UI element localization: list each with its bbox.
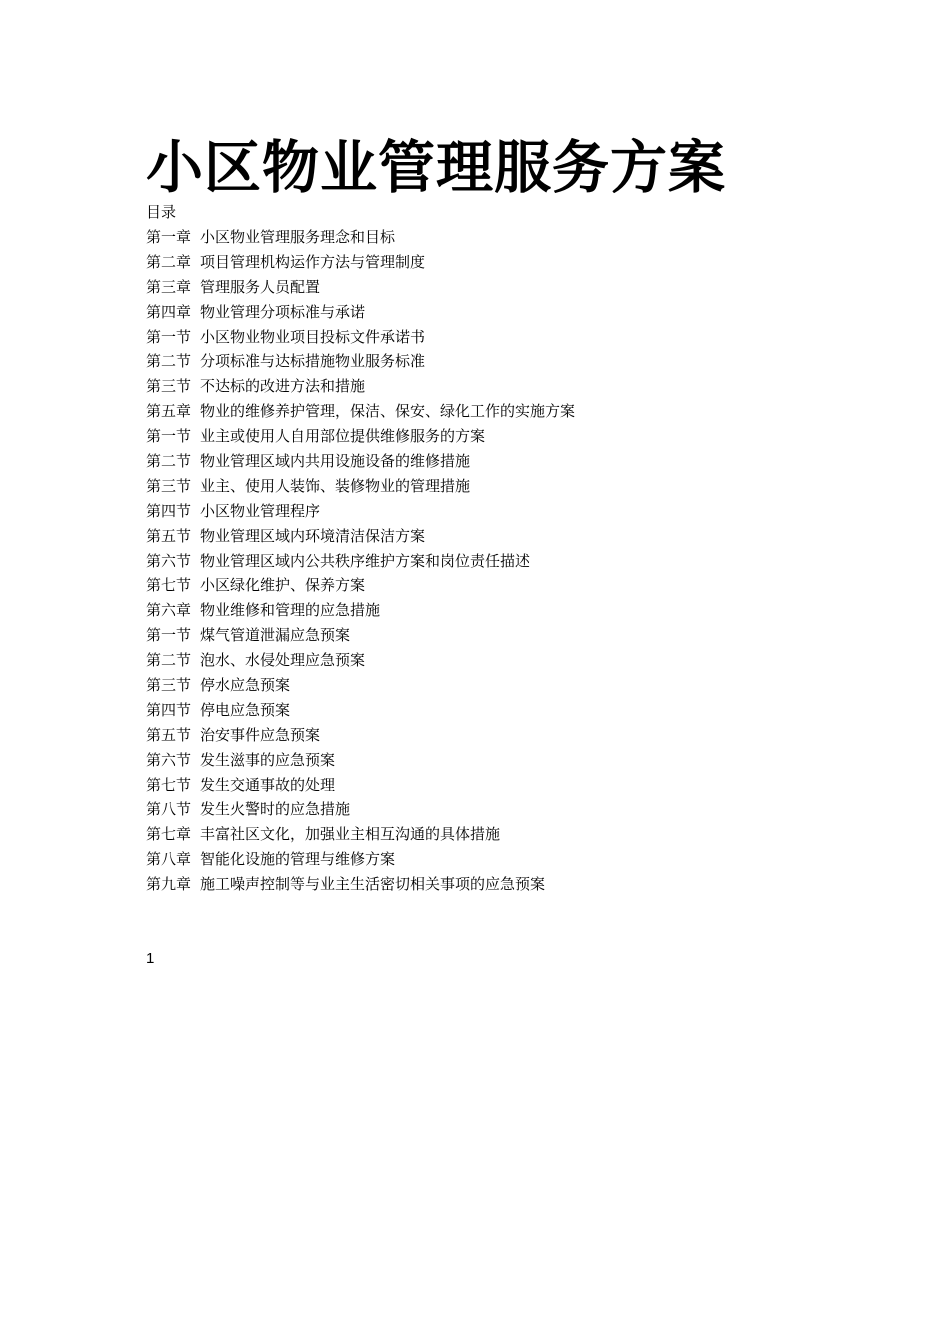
toc-entry-number: 第九章 xyxy=(146,875,192,894)
toc-entry-number: 第七章 xyxy=(146,825,192,844)
toc-entry-title: 发生交通事故的处理 xyxy=(200,775,336,794)
toc-entry-title: 停水应急预案 xyxy=(200,676,291,695)
toc-entry-title: 业主或使用人自用部位提供维修服务的方案 xyxy=(200,427,486,446)
toc-entry-title: 物业管理区域内公共秩序维护方案和岗位责任描述 xyxy=(200,551,531,570)
toc-entry-title: 项目管理机构运作方法与管理制度 xyxy=(200,252,426,271)
toc-entry-title: 治安事件应急预案 xyxy=(200,725,321,744)
toc-entry-title: 泡水、水侵处理应急预案 xyxy=(200,651,366,670)
toc-entry xyxy=(146,847,846,872)
toc-entry xyxy=(146,573,846,598)
toc-entry-title: 发生滋事的应急预案 xyxy=(200,750,336,769)
toc-entry-title: 物业管理区域内环境清洁保洁方案 xyxy=(200,526,426,545)
document-title: 小区物业管理服务方案 xyxy=(146,135,726,201)
toc-entry xyxy=(146,648,846,673)
table-of-contents xyxy=(146,200,846,897)
toc-entry xyxy=(146,598,846,623)
toc-entry-title: 物业维修和管理的应急措施 xyxy=(200,601,381,620)
toc-entry xyxy=(146,275,846,300)
toc-entry-title: 小区物业管理服务理念和目标 xyxy=(200,228,396,246)
toc-entry-number: 第一节 xyxy=(146,626,192,645)
toc-entry-number: 第四节 xyxy=(146,501,192,520)
toc-entry xyxy=(146,822,846,847)
toc-entry-number: 第一章 xyxy=(146,228,192,246)
toc-entry-title: 物业管理分项标准与承诺 xyxy=(200,302,366,321)
toc-list xyxy=(146,225,846,897)
toc-entry xyxy=(146,723,846,748)
toc-entry-number: 第七节 xyxy=(146,576,192,595)
toc-entry-title: 智能化设施的管理与维修方案 xyxy=(200,850,396,869)
toc-entry-number: 第二节 xyxy=(146,352,192,371)
toc-entry-number: 第二节 xyxy=(146,452,192,471)
toc-entry xyxy=(146,524,846,549)
toc-entry-number: 第六节 xyxy=(146,750,192,769)
toc-entry-title: 小区绿化维护、保养方案 xyxy=(200,576,366,595)
toc-entry xyxy=(146,748,846,773)
toc-entry-number: 第四节 xyxy=(146,700,192,719)
toc-entry-number: 第二章 xyxy=(146,252,192,271)
toc-entry xyxy=(146,698,846,723)
toc-entry xyxy=(146,549,846,574)
toc-entry xyxy=(146,773,846,798)
toc-entry-title: 物业的维修养护管理，保洁、保安、绿化工作的实施方案 xyxy=(200,402,576,421)
page-number: 1 xyxy=(146,950,155,967)
toc-entry xyxy=(146,300,846,325)
toc-entry xyxy=(146,449,846,474)
toc-entry xyxy=(146,325,846,350)
toc-entry-number: 第五节 xyxy=(146,725,192,744)
toc-entry xyxy=(146,349,846,374)
toc-entry-number: 第三节 xyxy=(146,377,192,396)
toc-entry-number: 第四章 xyxy=(146,302,192,321)
toc-entry-number: 第三节 xyxy=(146,476,192,495)
toc-entry-title: 物业管理区域内共用设施设备的维修措施 xyxy=(200,452,471,471)
toc-entry xyxy=(146,673,846,698)
toc-entry xyxy=(146,225,846,250)
toc-entry-number: 第五节 xyxy=(146,526,192,545)
toc-entry-title: 煤气管道泄漏应急预案 xyxy=(200,626,351,645)
toc-entry xyxy=(146,250,846,275)
toc-entry-number: 第三节 xyxy=(146,676,192,695)
toc-entry-title: 业主、使用人装饰、装修物业的管理措施 xyxy=(200,476,471,495)
toc-entry-number: 第七节 xyxy=(146,775,192,794)
toc-entry xyxy=(146,872,846,897)
toc-entry-number: 第五章 xyxy=(146,402,192,421)
toc-entry-title: 施工噪声控制等与业主生活密切相关事项的应急预案 xyxy=(200,875,546,894)
toc-entry xyxy=(146,623,846,648)
toc-entry-title: 不达标的改进方法和措施 xyxy=(200,377,366,396)
toc-entry xyxy=(146,374,846,399)
toc-entry xyxy=(146,797,846,822)
toc-heading: 目录 xyxy=(146,203,177,221)
toc-entry xyxy=(146,399,846,424)
toc-entry-number: 第一节 xyxy=(146,327,192,346)
toc-entry-title: 丰富社区文化，加强业主相互沟通的具体措施 xyxy=(200,825,501,844)
toc-entry-number: 第一节 xyxy=(146,427,192,446)
toc-entry-title: 小区物业管理程序 xyxy=(200,501,321,520)
toc-entry-number: 第八章 xyxy=(146,850,192,869)
toc-entry xyxy=(146,424,846,449)
toc-entry-number: 第六节 xyxy=(146,551,192,570)
toc-entry xyxy=(146,499,846,524)
toc-entry-number: 第六章 xyxy=(146,601,192,620)
toc-entry-title: 小区物业物业项目投标文件承诺书 xyxy=(200,327,426,346)
toc-entry-title: 发生火警时的应急措施 xyxy=(200,800,351,819)
toc-entry-number: 第八节 xyxy=(146,800,192,819)
toc-entry-title: 停电应急预案 xyxy=(200,700,291,719)
toc-entry-number: 第三章 xyxy=(146,277,192,296)
toc-entry-title: 分项标准与达标措施物业服务标准 xyxy=(200,352,426,371)
toc-entry xyxy=(146,474,846,499)
toc-entry-number: 第二节 xyxy=(146,651,192,670)
toc-entry-title: 管理服务人员配置 xyxy=(200,277,321,296)
